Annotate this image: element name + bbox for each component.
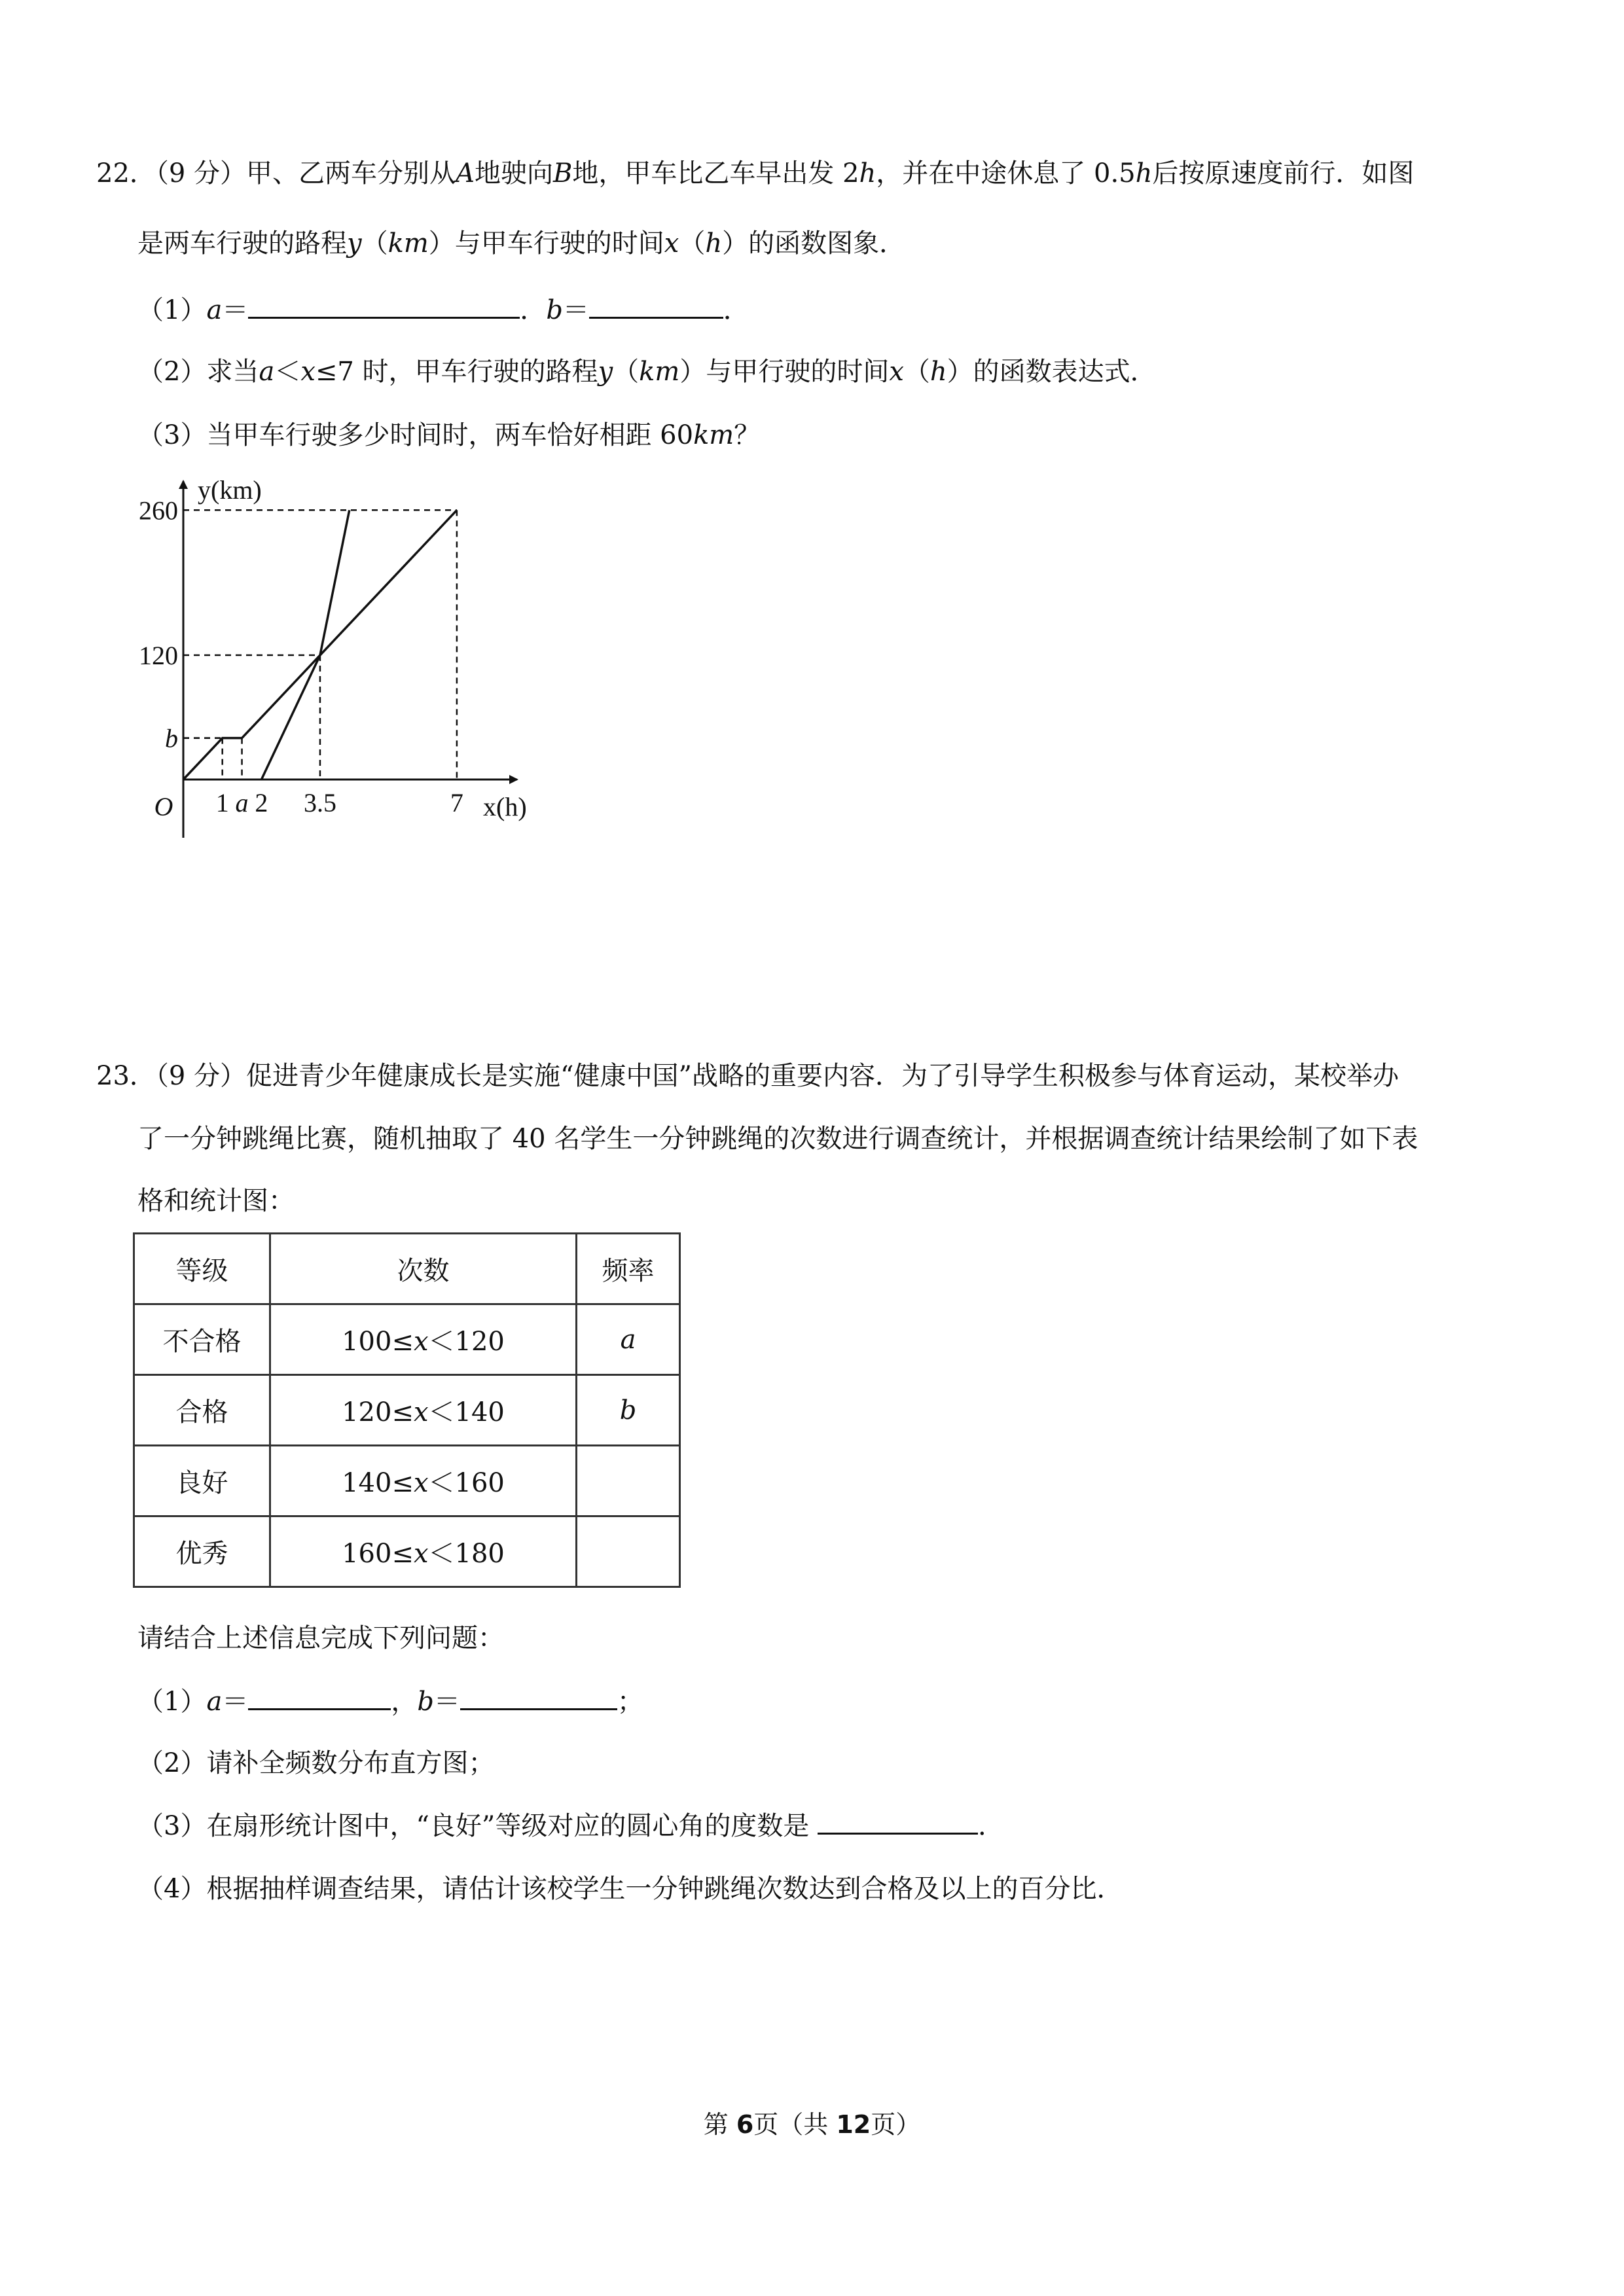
q23-line1: 23．（9 分）促进青少年健康成长是实施“健康中国”战略的重要内容．为了引导学生积极参与体育运动，某校举办 <box>96 1061 1399 1091</box>
table-row <box>134 1375 680 1446</box>
q23-part4: （4）根据抽样调查结果，请估计该校学生一分钟跳绳次数达到合格及以上的百分比． <box>137 1874 1123 1904</box>
origin-label: O <box>154 792 173 821</box>
q22-part3: （3）当甲车行驶多少时间时，两车恰好相距 60km？ <box>137 420 761 450</box>
q23-line3: 格和统计图： <box>137 1186 295 1216</box>
answer-blank-b[interactable] <box>589 292 723 319</box>
grade-cell: 优秀 <box>134 1516 270 1587</box>
x-axis-label: x(h) <box>483 792 527 821</box>
frequency-cell <box>577 1446 680 1516</box>
grade-cell: 不合格 <box>134 1304 270 1375</box>
q23-line2: 了一分钟跳绳比赛，随机抽取了 40 名学生一分钟跳绳的次数进行调查统计，并根据调查统计结果绘制了如下表 <box>137 1124 1418 1154</box>
y-tick-label: 120 <box>139 641 178 671</box>
header-grade: 等级 <box>134 1234 270 1304</box>
frequency-cell <box>577 1516 680 1587</box>
range-cell: 120≤x＜140 <box>270 1375 577 1446</box>
grade-cell: 良好 <box>134 1446 270 1516</box>
q22-part1: （1）a＝ ．b＝ ． <box>137 292 749 329</box>
q22-line2: 是两车行驶的路程y（km）与甲车行驶的时间x（h）的函数图象． <box>137 228 906 259</box>
q22-line1: 22．（9 分）甲、乙两车分别从A地驶向B地，甲车比乙车早出发 2h，并在中途休息了 0.5h后按原速度前行．如图 <box>96 158 1415 188</box>
table-row <box>134 1516 680 1587</box>
q23-part3: （3）在扇形统计图中，“良好”等级对应的圆心角的度数是 ． <box>137 1808 1004 1844</box>
y-tick-label: 260 <box>139 495 178 526</box>
range-cell: 100≤x＜120 <box>270 1304 577 1375</box>
answer-blank-b[interactable] <box>460 1683 617 1710</box>
function-graph <box>124 471 556 838</box>
frequency-cell: a <box>577 1304 680 1375</box>
frequency-cell: b <box>577 1375 680 1446</box>
frequency-table <box>133 1232 681 1588</box>
table-row <box>134 1304 680 1375</box>
range-cell: 160≤x＜180 <box>270 1516 577 1587</box>
grade-cell: 合格 <box>134 1375 270 1446</box>
q22-part2: （2）求当a＜x≤7 时，甲车行驶的路程y（km）与甲行驶的时间x（h）的函数表达式． <box>137 357 1157 387</box>
q23-part1: （1）a＝ ，b＝ ； <box>137 1683 643 1720</box>
range-cell: 140≤x＜160 <box>270 1446 577 1516</box>
x-tick-label: 7 <box>450 788 463 817</box>
q23-prompt: 请结合上述信息完成下列问题： <box>137 1623 504 1653</box>
car-yi-line <box>261 510 349 780</box>
q23-part2: （2）请补全频数分布直方图； <box>137 1748 495 1778</box>
header-count: 次数 <box>270 1234 577 1304</box>
x-tick-label: 3.5 <box>303 788 336 817</box>
x-tick-label: a <box>235 788 249 817</box>
y-axis-label: y(km) <box>198 475 262 505</box>
answer-blank-a[interactable] <box>248 292 520 319</box>
x-tick-label: 2 <box>255 788 268 817</box>
y-tick-label: b <box>165 723 178 753</box>
header-frequency: 频率 <box>577 1234 680 1304</box>
x-tick-label: 1 <box>215 788 229 817</box>
page-footer: 第 6页（共 12页） <box>703 2110 921 2139</box>
answer-blank-a[interactable] <box>248 1683 391 1710</box>
table-row <box>134 1446 680 1516</box>
axis-labels <box>139 475 527 821</box>
table-header-row <box>134 1234 680 1304</box>
answer-blank-angle[interactable] <box>818 1808 978 1835</box>
